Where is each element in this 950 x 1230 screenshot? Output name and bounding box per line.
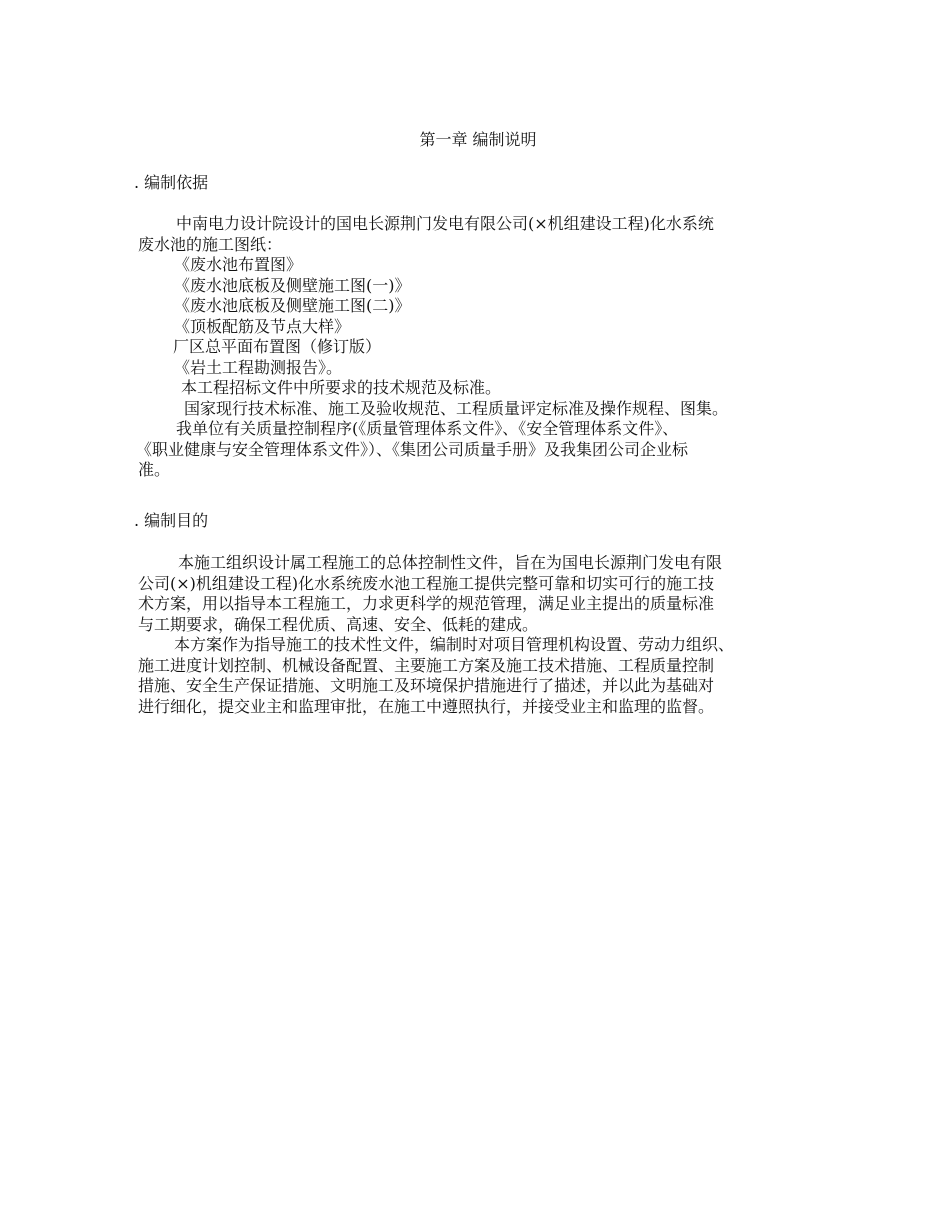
- paragraph-line: 施工进度计划控制、机械设备配置、主要施工方案及施工技术措施、工程质量控制: [138, 655, 715, 675]
- paragraph-line: 废水池的施工图纸：: [138, 234, 283, 254]
- reference-item: 《顶板配筋及节点大样》: [174, 316, 351, 336]
- reference-item: 厂区总平面布置图（修订版）: [173, 337, 382, 356]
- reference-item: 国家现行技术标准、施工及验收规范、工程质量评定标准及操作规程、图集。: [184, 398, 729, 418]
- section-heading-basis: . 编制依据: [134, 173, 209, 192]
- paragraph-line: 与工期要求，确保工程优质、高速、安全、低耗的建成。: [138, 614, 539, 634]
- chapter-title: 第一章 编制说明: [419, 130, 537, 149]
- paragraph-line: 本方案作为指导施工的技术性文件，编制时对项目管理机构设置、劳动力组织、: [174, 635, 735, 654]
- paragraph-line: 《职业健康与安全管理体系文件》）、《集团公司质量手册》及我集团公司企业标: [136, 439, 689, 459]
- paragraph-line: 措施、安全生产保证措施、文明施工及环境保护措施进行了描述，并以此为基础对: [138, 676, 715, 695]
- section-body-purpose: [138, 553, 848, 717]
- paragraph-line: 公司(×)机组建设工程)化水系统废水池工程施工提供完整可靠和切实可行的施工技: [138, 573, 715, 593]
- paragraph-line: 我单位有关质量控制程序(《质量管理体系文件》、《安全管理体系文件》、: [176, 419, 679, 438]
- paragraph-line: 本施工组织设计属工程施工的总体控制性文件，旨在为国电长源荆门发电有限: [178, 553, 723, 572]
- paragraph-line: 中南电力设计院设计的国电长源荆门发电有限公司(×机组建设工程)化水系统: [176, 214, 714, 233]
- reference-item: 《废水池底板及侧壁施工图(一)》: [174, 275, 411, 295]
- reference-item: 《废水池底板及侧壁施工图(二)》: [174, 296, 411, 315]
- reference-item: 《岩土工程勘测报告》。: [174, 357, 343, 377]
- reference-item: 《废水池布置图》: [174, 255, 303, 274]
- paragraph-line: 准。: [138, 460, 171, 479]
- reference-item: 本工程招标文件中所要求的技术规范及标准。: [181, 378, 502, 397]
- section-body-basis: [138, 214, 848, 481]
- section-heading-purpose: . 编制目的: [134, 511, 209, 530]
- paragraph-line: 进行细化，提交业主和监理审批，在施工中遵照执行，并接受业主和监理的监督。: [138, 696, 715, 716]
- paragraph-line: 术方案，用以指导本工程施工，力求更科学的规范管理，满足业主提出的质量标准: [138, 594, 715, 613]
